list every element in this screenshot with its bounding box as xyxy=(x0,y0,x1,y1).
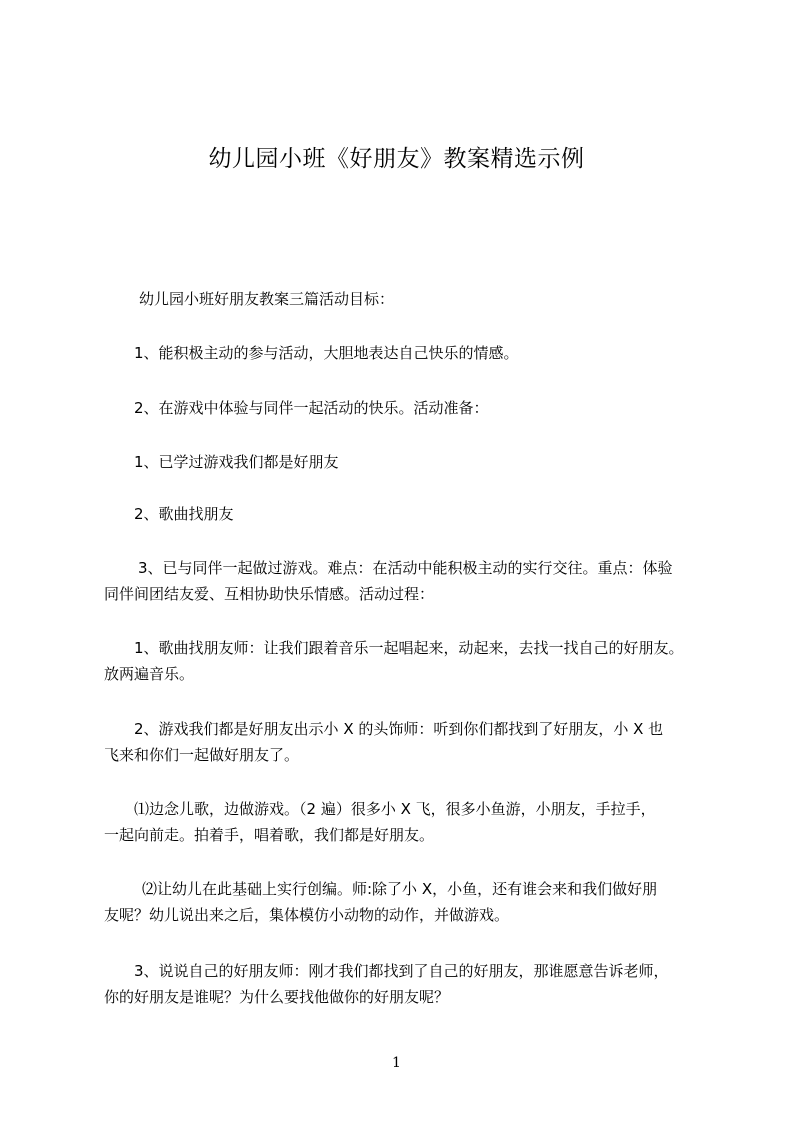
paragraph-line: 放两遍音乐。 xyxy=(104,665,195,683)
paragraph-intro xyxy=(139,286,759,312)
paragraph-process-2b xyxy=(104,876,724,928)
paragraph-prep-3 xyxy=(104,555,724,607)
page-number: 1 xyxy=(392,1055,401,1071)
paragraph-line: 幼儿园小班好朋友教案三篇活动目标： xyxy=(139,290,395,308)
paragraph-line: 2、在游戏中体验与同伴一起活动的快乐。活动准备： xyxy=(134,399,489,417)
paragraph-line: 你的好朋友是谁呢？为什么要找他做你的好朋友呢？ xyxy=(104,988,450,1006)
paragraph-line: 3、说说自己的好朋友师：刚才我们都找到了自己的好朋友，那谁愿意告诉老师， xyxy=(134,962,669,980)
document-title: 幼儿园小班《好朋友》教案精选示例 xyxy=(208,146,585,172)
paragraph-line: ⑵让幼儿在此基础上实行创编。师:除了小 X，小鱼，还有谁会来和我们做好朋 xyxy=(142,880,658,898)
paragraph-process-2a xyxy=(104,796,724,848)
paragraph-goal-2 xyxy=(134,395,754,421)
paragraph-prep-1 xyxy=(134,449,754,475)
paragraph-line: 1、能积极主动的参与活动，大胆地表达自己快乐的情感。 xyxy=(134,344,519,362)
paragraph-line: 飞来和你们一起做好朋友了。 xyxy=(104,746,300,764)
paragraph-line: 同伴间团结友爱、互相协助快乐情感。活动过程： xyxy=(104,585,435,603)
paragraph-prep-2 xyxy=(134,501,754,527)
paragraph-process-3 xyxy=(104,958,724,1010)
paragraph-line: ⑴边念儿歌，边做游戏。（2 遍）很多小 X 飞，很多小鱼游，小朋友，手拉手， xyxy=(134,800,656,818)
paragraph-line: 友呢？幼儿说出来之后，集体模仿小动物的动作，并做游戏。 xyxy=(104,906,510,924)
paragraph-line: 1、歌曲找朋友师：让我们跟着音乐一起唱起来，动起来，去找一找自己的好朋友。 xyxy=(134,639,684,657)
paragraph-line: 2、游戏我们都是好朋友出示小 X 的头饰师：听到你们都找到了好朋友，小 X 也 xyxy=(134,720,664,738)
paragraph-line: 3、已与同伴一起做过游戏。难点：在活动中能积极主动的实行交往。重点：体验 xyxy=(138,559,673,577)
paragraph-line: 2、歌曲找朋友 xyxy=(134,505,234,523)
paragraph-line: 一起向前走。拍着手，唱着歌，我们都是好朋友。 xyxy=(104,826,435,844)
paragraph-goal-1 xyxy=(134,340,754,366)
paragraph-process-1 xyxy=(104,635,724,687)
paragraph-process-2 xyxy=(104,716,724,768)
paragraph-line: 1、已学过游戏我们都是好朋友 xyxy=(134,453,339,471)
